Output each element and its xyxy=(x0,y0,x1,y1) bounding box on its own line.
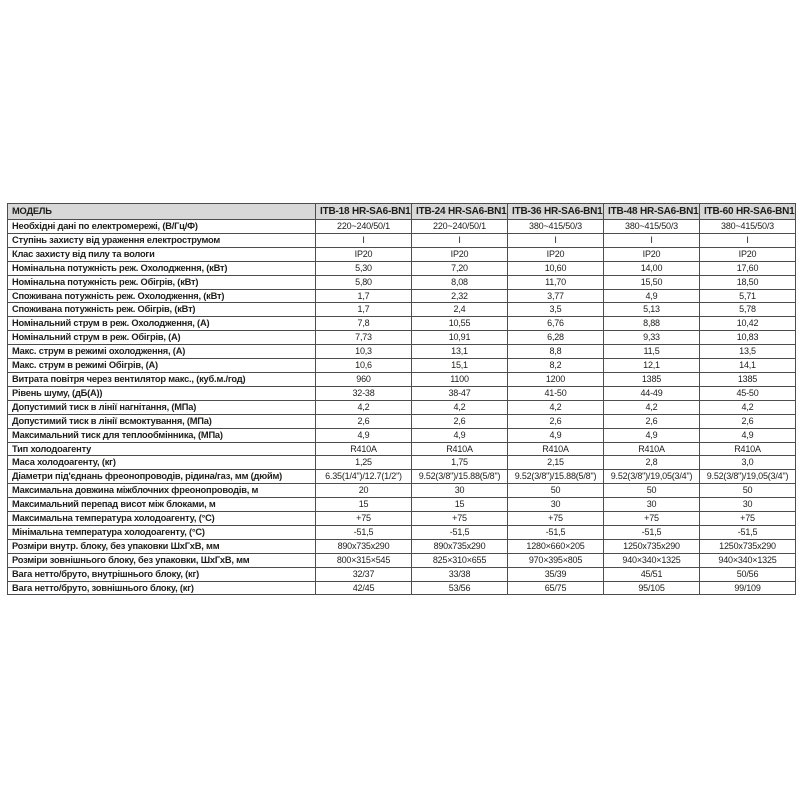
spec-label-cell: Споживана потужність реж. Обігрів, (кВт) xyxy=(8,303,316,317)
spec-row xyxy=(8,428,796,442)
spec-table xyxy=(7,203,796,595)
spec-value-cell: 9,33 xyxy=(604,331,700,345)
spec-value-cell: 1250x735x290 xyxy=(700,539,796,553)
spec-value-cell: 2,8 xyxy=(604,456,700,470)
spec-label-cell: Номінальний струм в реж. Охолодження, (А) xyxy=(8,317,316,331)
spec-label-cell: Вага нетто/бруто, внутрішнього блоку, (кг) xyxy=(8,567,316,581)
spec-label-cell: Максимальна довжина міжблочних фреонопроводів, м xyxy=(8,484,316,498)
spec-value-cell: 380~415/50/3 xyxy=(604,220,700,234)
spec-value-cell: 960 xyxy=(316,372,412,386)
spec-value-cell: 32/37 xyxy=(316,567,412,581)
spec-value-cell: 4,2 xyxy=(316,400,412,414)
spec-value-cell: 32-38 xyxy=(316,386,412,400)
spec-value-cell: R410A xyxy=(604,442,700,456)
spec-value-cell: 1385 xyxy=(700,372,796,386)
spec-value-cell: 2,6 xyxy=(604,414,700,428)
spec-label-cell: Діаметри під'єднань фреонопроводів, рідина/газ, мм (дюйм) xyxy=(8,470,316,484)
spec-value-cell: 1,75 xyxy=(412,456,508,470)
spec-value-cell: 2,15 xyxy=(508,456,604,470)
spec-value-cell: 9.52(3/8")/19,05(3/4") xyxy=(604,470,700,484)
spec-value-cell: IP20 xyxy=(604,247,700,261)
spec-label-cell: Макс. струм в режимі Обігрів, (А) xyxy=(8,359,316,373)
model-column-header: ITB-24 HR-SA6-BN1 xyxy=(412,204,508,220)
spec-value-cell: IP20 xyxy=(412,247,508,261)
spec-row xyxy=(8,400,796,414)
spec-value-cell: 4,9 xyxy=(700,428,796,442)
spec-value-cell: 2,6 xyxy=(412,414,508,428)
spec-row xyxy=(8,456,796,470)
spec-value-cell: 4,9 xyxy=(508,428,604,442)
spec-value-cell: 13,5 xyxy=(700,345,796,359)
spec-value-cell: 1100 xyxy=(412,372,508,386)
spec-value-cell: 6,28 xyxy=(508,331,604,345)
spec-value-cell: 2,6 xyxy=(508,414,604,428)
spec-value-cell: 41-50 xyxy=(508,386,604,400)
spec-row xyxy=(8,512,796,526)
spec-value-cell: 5,30 xyxy=(316,261,412,275)
spec-value-cell: 1385 xyxy=(604,372,700,386)
spec-label-cell: Розміри внутр. блоку, без упаковки ШхГхВ, мм xyxy=(8,539,316,553)
spec-row xyxy=(8,359,796,373)
spec-value-cell: 890x735x290 xyxy=(412,539,508,553)
spec-value-cell: 95/105 xyxy=(604,581,700,595)
spec-value-cell: 4,9 xyxy=(604,289,700,303)
spec-value-cell: 8,8 xyxy=(508,345,604,359)
spec-value-cell: 2,32 xyxy=(412,289,508,303)
spec-value-cell: 10,3 xyxy=(316,345,412,359)
spec-value-cell: 15,50 xyxy=(604,275,700,289)
spec-label-cell: Ступінь захисту від ураження електрострумом xyxy=(8,233,316,247)
spec-value-cell: 1250x735x290 xyxy=(604,539,700,553)
spec-value-cell: I xyxy=(508,233,604,247)
spec-value-cell: 5,71 xyxy=(700,289,796,303)
spec-row xyxy=(8,289,796,303)
spec-label-cell: Мінімальна температура холодоагенту, (°С) xyxy=(8,525,316,539)
spec-value-cell: 4,2 xyxy=(604,400,700,414)
spec-value-cell: 50 xyxy=(508,484,604,498)
spec-value-cell: 8,08 xyxy=(412,275,508,289)
spec-label-cell: Номінальна потужність реж. Обігрів, (кВт) xyxy=(8,275,316,289)
model-header-cell: МОДЕЛЬ xyxy=(8,204,316,220)
spec-value-cell: IP20 xyxy=(316,247,412,261)
spec-value-cell: 20 xyxy=(316,484,412,498)
spec-label-cell: Макс. струм в режимі охолодження, (А) xyxy=(8,345,316,359)
spec-table-body xyxy=(8,220,796,595)
spec-label-cell: Витрата повітря через вентилятор макс., (куб.м./год) xyxy=(8,372,316,386)
spec-value-cell: 65/75 xyxy=(508,581,604,595)
spec-value-cell: 9.52(3/8")/15.88(5/8") xyxy=(412,470,508,484)
spec-value-cell: I xyxy=(316,233,412,247)
spec-value-cell: 825×310×655 xyxy=(412,553,508,567)
spec-value-cell: 44-49 xyxy=(604,386,700,400)
spec-value-cell: 8,2 xyxy=(508,359,604,373)
spec-value-cell: 380~415/50/3 xyxy=(508,220,604,234)
spec-value-cell: 15 xyxy=(412,498,508,512)
spec-value-cell: 6,76 xyxy=(508,317,604,331)
spec-value-cell: 380~415/50/3 xyxy=(700,220,796,234)
spec-value-cell: 2,6 xyxy=(700,414,796,428)
spec-value-cell: 1,7 xyxy=(316,289,412,303)
spec-value-cell: 8,88 xyxy=(604,317,700,331)
spec-value-cell: R410A xyxy=(316,442,412,456)
spec-row xyxy=(8,345,796,359)
spec-label-cell: Тип холодоагенту xyxy=(8,442,316,456)
spec-value-cell: 5,13 xyxy=(604,303,700,317)
model-column-header: ITB-18 HR-SA6-BN1 xyxy=(316,204,412,220)
spec-value-cell: 4,2 xyxy=(508,400,604,414)
spec-value-cell: -51,5 xyxy=(700,525,796,539)
spec-row xyxy=(8,372,796,386)
spec-value-cell: 10,91 xyxy=(412,331,508,345)
spec-value-cell: 14,00 xyxy=(604,261,700,275)
spec-value-cell: 15,1 xyxy=(412,359,508,373)
spec-label-cell: Допустимий тиск в лінії нагнітання, (МПа) xyxy=(8,400,316,414)
spec-label-cell: Максимальний тиск для теплообмінника, (МПа) xyxy=(8,428,316,442)
spec-value-cell: 38-47 xyxy=(412,386,508,400)
spec-value-cell: 45/51 xyxy=(604,567,700,581)
spec-table-head xyxy=(8,204,796,220)
spec-row xyxy=(8,317,796,331)
spec-row xyxy=(8,414,796,428)
spec-value-cell: I xyxy=(700,233,796,247)
spec-value-cell: 33/38 xyxy=(412,567,508,581)
spec-value-cell: 10,6 xyxy=(316,359,412,373)
spec-label-cell: Споживана потужність реж. Охолодження, (кВт) xyxy=(8,289,316,303)
spec-value-cell: 1200 xyxy=(508,372,604,386)
spec-value-cell: 15 xyxy=(316,498,412,512)
spec-value-cell: 50/56 xyxy=(700,567,796,581)
spec-value-cell: I xyxy=(604,233,700,247)
spec-value-cell: 50 xyxy=(700,484,796,498)
spec-label-cell: Номінальний струм в реж. Обігрів, (А) xyxy=(8,331,316,345)
spec-value-cell: 3,0 xyxy=(700,456,796,470)
spec-label-cell: Вага нетто/бруто, зовнішнього блоку, (кг) xyxy=(8,581,316,595)
spec-value-cell: 1,7 xyxy=(316,303,412,317)
spec-value-cell: 9.52(3/8")/15.88(5/8") xyxy=(508,470,604,484)
spec-value-cell: 9.52(3/8")/19,05(3/4") xyxy=(700,470,796,484)
spec-value-cell: 50 xyxy=(604,484,700,498)
spec-row xyxy=(8,247,796,261)
spec-value-cell: 30 xyxy=(508,498,604,512)
spec-value-cell: 11,70 xyxy=(508,275,604,289)
spec-value-cell: +75 xyxy=(316,512,412,526)
spec-row xyxy=(8,484,796,498)
spec-value-cell: 940×340×1325 xyxy=(700,553,796,567)
spec-value-cell: -51,5 xyxy=(412,525,508,539)
spec-value-cell: 6.35(1/4")/12.7(1/2") xyxy=(316,470,412,484)
spec-row xyxy=(8,525,796,539)
spec-value-cell: IP20 xyxy=(700,247,796,261)
spec-value-cell: 5,78 xyxy=(700,303,796,317)
spec-value-cell: 30 xyxy=(700,498,796,512)
spec-row xyxy=(8,331,796,345)
spec-value-cell: I xyxy=(412,233,508,247)
spec-row xyxy=(8,303,796,317)
spec-value-cell: 1,25 xyxy=(316,456,412,470)
spec-value-cell: R410A xyxy=(700,442,796,456)
spec-value-cell: 220~240/50/1 xyxy=(316,220,412,234)
spec-value-cell: 10,83 xyxy=(700,331,796,345)
spec-row xyxy=(8,442,796,456)
spec-value-cell: 12,1 xyxy=(604,359,700,373)
spec-value-cell: 45-50 xyxy=(700,386,796,400)
spec-value-cell: 53/56 xyxy=(412,581,508,595)
spec-row xyxy=(8,233,796,247)
spec-row xyxy=(8,261,796,275)
spec-row xyxy=(8,539,796,553)
spec-value-cell: 2,6 xyxy=(316,414,412,428)
spec-value-cell: 890x735x290 xyxy=(316,539,412,553)
spec-label-cell: Рівень шуму, (дБ(А)) xyxy=(8,386,316,400)
spec-label-cell: Допустимий тиск в лінії всмоктування, (МПа) xyxy=(8,414,316,428)
spec-value-cell: 4,9 xyxy=(316,428,412,442)
spec-row xyxy=(8,553,796,567)
spec-label-cell: Максимальний перепад висот між блоками, м xyxy=(8,498,316,512)
spec-value-cell: 7,8 xyxy=(316,317,412,331)
spec-value-cell: 7,73 xyxy=(316,331,412,345)
spec-value-cell: 18,50 xyxy=(700,275,796,289)
spec-value-cell: -51,5 xyxy=(316,525,412,539)
spec-value-cell: IP20 xyxy=(508,247,604,261)
spec-value-cell: 35/39 xyxy=(508,567,604,581)
spec-value-cell: 10,42 xyxy=(700,317,796,331)
model-column-header: ITB-36 HR-SA6-BN1 xyxy=(508,204,604,220)
spec-value-cell: +75 xyxy=(604,512,700,526)
spec-value-cell: 3,77 xyxy=(508,289,604,303)
spec-value-cell: +75 xyxy=(508,512,604,526)
spec-value-cell: R410A xyxy=(508,442,604,456)
spec-value-cell: 4,9 xyxy=(604,428,700,442)
spec-row xyxy=(8,581,796,595)
spec-value-cell: 970×395×805 xyxy=(508,553,604,567)
spec-label-cell: Клас захисту від пилу та вологи xyxy=(8,247,316,261)
spec-label-cell: Максимальна температура холодоагенту, (°С) xyxy=(8,512,316,526)
spec-row xyxy=(8,220,796,234)
spec-label-cell: Розміри зовнішнього блоку, без упаковки, ШхГхВ, мм xyxy=(8,553,316,567)
spec-value-cell: 4,2 xyxy=(412,400,508,414)
spec-row xyxy=(8,386,796,400)
spec-value-cell: +75 xyxy=(412,512,508,526)
spec-value-cell: 2,4 xyxy=(412,303,508,317)
model-column-header: ITB-60 HR-SA6-BN1 xyxy=(700,204,796,220)
spec-value-cell: 17,60 xyxy=(700,261,796,275)
spec-value-cell: 4,2 xyxy=(700,400,796,414)
spec-value-cell: 99/109 xyxy=(700,581,796,595)
spec-value-cell: 14,1 xyxy=(700,359,796,373)
spec-value-cell: 13,1 xyxy=(412,345,508,359)
spec-value-cell: 30 xyxy=(412,484,508,498)
spec-value-cell: 7,20 xyxy=(412,261,508,275)
spec-label-cell: Маса холодоагенту, (кг) xyxy=(8,456,316,470)
spec-value-cell: -51,5 xyxy=(604,525,700,539)
spec-row xyxy=(8,470,796,484)
spec-value-cell: 220~240/50/1 xyxy=(412,220,508,234)
spec-label-cell: Номінальна потужність реж. Охолодження, (кВт) xyxy=(8,261,316,275)
spec-value-cell: 3,5 xyxy=(508,303,604,317)
spec-value-cell: 10,60 xyxy=(508,261,604,275)
spec-value-cell: 30 xyxy=(604,498,700,512)
spec-value-cell: 10,55 xyxy=(412,317,508,331)
spec-value-cell: +75 xyxy=(700,512,796,526)
spec-value-cell: 800×315×545 xyxy=(316,553,412,567)
spec-value-cell: R410A xyxy=(412,442,508,456)
spec-value-cell: 940×340×1325 xyxy=(604,553,700,567)
spec-row xyxy=(8,275,796,289)
spec-label-cell: Необхідні дані по електромережі, (В/Гц/Ф) xyxy=(8,220,316,234)
spec-value-cell: 1280×660×205 xyxy=(508,539,604,553)
spec-row xyxy=(8,498,796,512)
spec-value-cell: 4,9 xyxy=(412,428,508,442)
spec-row xyxy=(8,567,796,581)
spec-value-cell: 5,80 xyxy=(316,275,412,289)
spec-value-cell: 11,5 xyxy=(604,345,700,359)
spec-value-cell: -51,5 xyxy=(508,525,604,539)
header-row xyxy=(8,204,796,220)
spec-value-cell: 42/45 xyxy=(316,581,412,595)
model-column-header: ITB-48 HR-SA6-BN1 xyxy=(604,204,700,220)
